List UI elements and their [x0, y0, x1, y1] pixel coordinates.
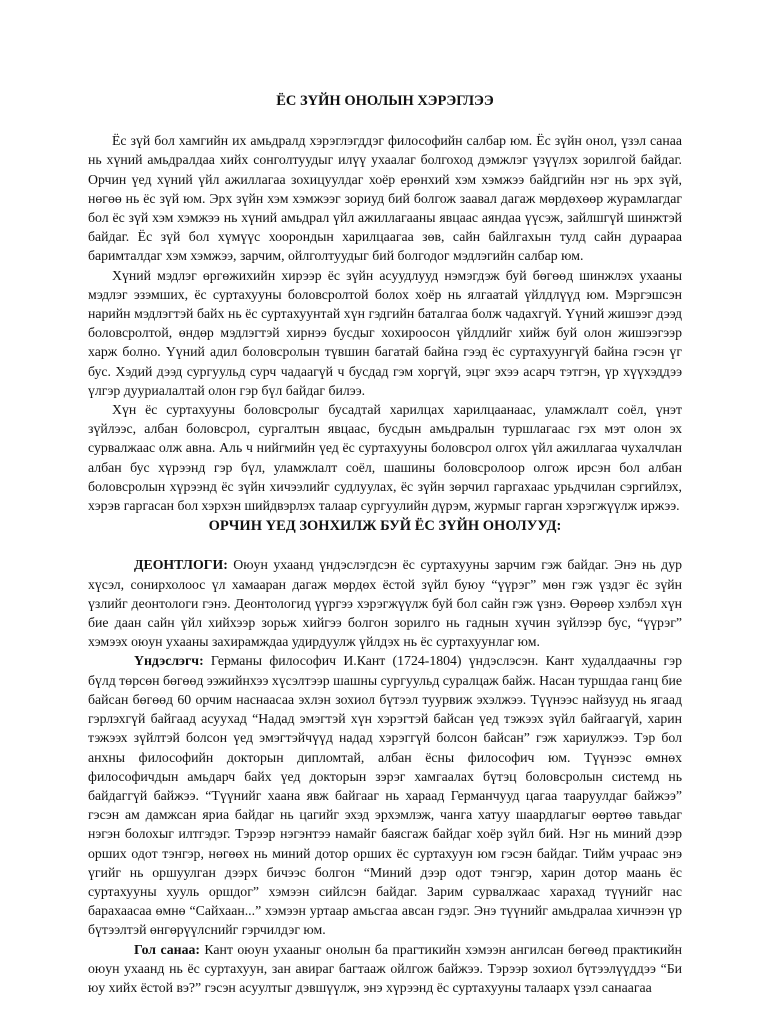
body-paragraph-2: Хүний мэдлэг өргөжихийн хирээр ёс зүйн асуудлууд нэмэгдэж буй бөгөөд шинжлэх ухааны мэдлэг эзэмших, ёс суртахууны боловсролтой болох хоёр нь ялгаатай үйлдлүүд юм. Мэргэшсэн нарийн мэдлэгтэй байх нь ёс суртахуунтай хүн гэдгийн баталгаа болж чадахгүй. Үүний жишээг дээд боловсролтой, өндөр мэдлэгтэй хирнээ бусдыг хохироосон үйлдлийг хийж буй олон жишээгээр харж болно. Үүний адил боловсролын түвшин багатай байна гээд ёс суртахуунгүй байна гэсэн үг бус. Хэдий дээд сургуульд сурч чадаагүй ч бусдад гэм хоргүй, эцэг эхээ асарч тэтгэн, үр хүүхэддээ үлгэр дууриалалтай олон гэр бүл байдаг билээ.: [88, 267, 682, 398]
main-idea-term: Гол санаа:: [134, 941, 200, 957]
deontology-text: Оюун ухаанд үндэслэгдсэн ёс суртахууны зарчим гэж байдаг. Энэ нь дур хүсэл, сонирхолоос үл хамааран дагаж мөрдөх ёстой зүйл буюу “үүрэг” мөн гэж үздэг ёс зүйн үзлийг деонтологи гэнэ. Деонтологид үүргээ хэрэгжүүлж буй бол сайн гэж үзнэ. Өөрөөр хэлбэл хүн бие даан сайн үйл хийхээр зорьж хийгээ болгон зорилго нь гаднын хүчин зүйлээр бус, “үүрэг” хэмээх оюун ухааны захирамждаа удирдуулж үйлдэх нь ёс суртахуунлаг юм.: [88, 557, 682, 650]
section-heading: ОРЧИН ҮЕД ЗОНХИЛЖ БУЙ ЁС ЗҮЙН ОНОЛУУД:: [208, 518, 562, 535]
document-title: ЁС ЗҮЙН ОНОЛЫН ХЭРЭГЛЭЭ: [276, 93, 494, 109]
founder-term: Үндэслэгч:: [134, 653, 204, 669]
founder-text: Германы философич И.Кант (1724-1804) үндэслэсэн. Кант худалдаачны гэр бүлд төрсөн бөгөөд ээжийнхээ хүсэлтээр шашны сургуульд суралцаж байж. Насан туршдаа ганц бие байсан бөгөөд 60 орчим наснаасаа эхлэн зохиол бүтээл туурвиж эхэлжээ. Түүнээс найзууд нь ягаад гэрлэхгүй байгаад асуухад “Надад эмэгтэй хүн хэрэгтэй байсан үед тэжээх зүйл байгаагүй, харин тэжээх зүйлтэй болсон үед эмэгтэйчүүд надад хэрэггүй болсон байсан” гэж хариулжээ. Тэр бол анхны философийн докторын дипломтай, албан ёсны философич юм. Түүнээс өмнөх философичдын амьдарч байх үед докторын зэрэг хамгаалах бүтэц боловсролын системд нь байдаггүй байжээ. “Түүнийг хаана явж байгааг нь хараад Германчууд цагаа тааруулдаг байжээ” гэсэн ам дамжсан яриа байдаг нь цагийг эхэд эрхэмлэж, чанга хатуу шаардлагыг өөртөө тавьдаг нэгэн болохыг илтгэдэг. Тэрээр нэгэнтээ намайг баясгаж байдаг хоёр зүйл бий. Нэг нь миний дээр орших одот тэнгэр, нөгөөх нь миний дотор орших ёс суртахуун юм гэсэн байдаг. Тийм учраас энэ үгийг нь оршуулган дээрх бичээс болгон “Миний дээр одот тэнгэр, харин дотор маань ёс суртахууны хууль оршдог” хэмээн сийлсэн байдаг. Зарим сурвалжаас харахад түүнийг нас барахаасаа өмнө “Сайхаан...” хэмээн уртаар амьсгаа авсан гэдэг. Энэ түүнийг амьдралаа хичнээн үр бүтээлтэй өнгөрүүлснийг гэрчилдэг юм.: [88, 653, 682, 938]
main-idea-text: Кант оюун ухааныг онолын ба прагтикийн хэмээн ангилсан бөгөөд практикийн оюун ухаанд нь ёс суртахуун, зан авираг багтааж ойлгож байжээ. Тэрээр зохиол бүтээлүүддээ “Би юу хийх ёстой вэ?” гэсэн асуултыг дэвшүүлж, энэ хүрээнд ёс суртахууны талаарх үзэл санаагаа: [88, 941, 682, 995]
deontology-term: ДЕОНТЛОГИ:: [134, 557, 228, 573]
document-page: [88, 92, 682, 997]
founder-paragraph: [88, 651, 682, 939]
deontology-paragraph: [88, 555, 682, 651]
main-idea-paragraph: [88, 940, 682, 998]
body-paragraph-1: Ёс зүй бол хамгийн их амьдралд хэрэглэгддэг философийн салбар юм. Ёс зүйн онол, үзэл санаа нь хүний амьдралдаа хийх сонголтуудыг илүү ухаалаг болгоход дэмжлэг үзүүлэх зорилгой байдаг. Орчин үед хүний үйл ажиллагаа зохицуулдаг хоёр ерөнхий хэм хэмжээ байдгийн нэг нь эрх зүй, нөгөө нь ёс зүй юм. Эрх зүйн хэм хэмжээг зориуд бий болгож заавал дагаж мөрдөхөөр журамлагдаг бол ёс зүй хэм хэмжээ нь хүний амьдрал үйл ажиллагааны явцаас аяндаа үүсэж, зайлшгүй шинжтэй байдаг. Ёс зүй бол хүмүүс хоорондын харилцаагаа зөв, сайн байлгахын тулд сайн дураараа баримталдаг хэм хэмжээ, зарчим, ойлголтуудыг бий болгодог мэдлэгийн салбар юм.: [88, 133, 682, 264]
body-paragraph-3: Хүн ёс суртахууны боловсролыг бусадтай харилцах харилцаанаас, уламжлалт соёл, үнэт зүйлээс, албан боловсрол, сургалтын явцаас, бусдын амьдралын туршлагаас гэх мэт олон эх сурвалжаас олж авна. Аль ч нийгмийн үед ёс суртахууны боловсрол олгох үйл ажиллагаа чухалчлан албан бус хүрээнд гэр бүл, уламжлалт соёл, шашины боловсролоор олгож ирсэн бол албан боловсролын хүрээнд ёс зүйн хичээлийг судлуулах, ёс зүйн зөрчил гаргахаас урьдчилан сэргийлэх, хэрэв гаргасан бол хэрхэн шийдвэрлэх талаар сургуулийн дүрэм, журмыг гарган хэрэгжүүлж иржээ.: [88, 402, 682, 514]
